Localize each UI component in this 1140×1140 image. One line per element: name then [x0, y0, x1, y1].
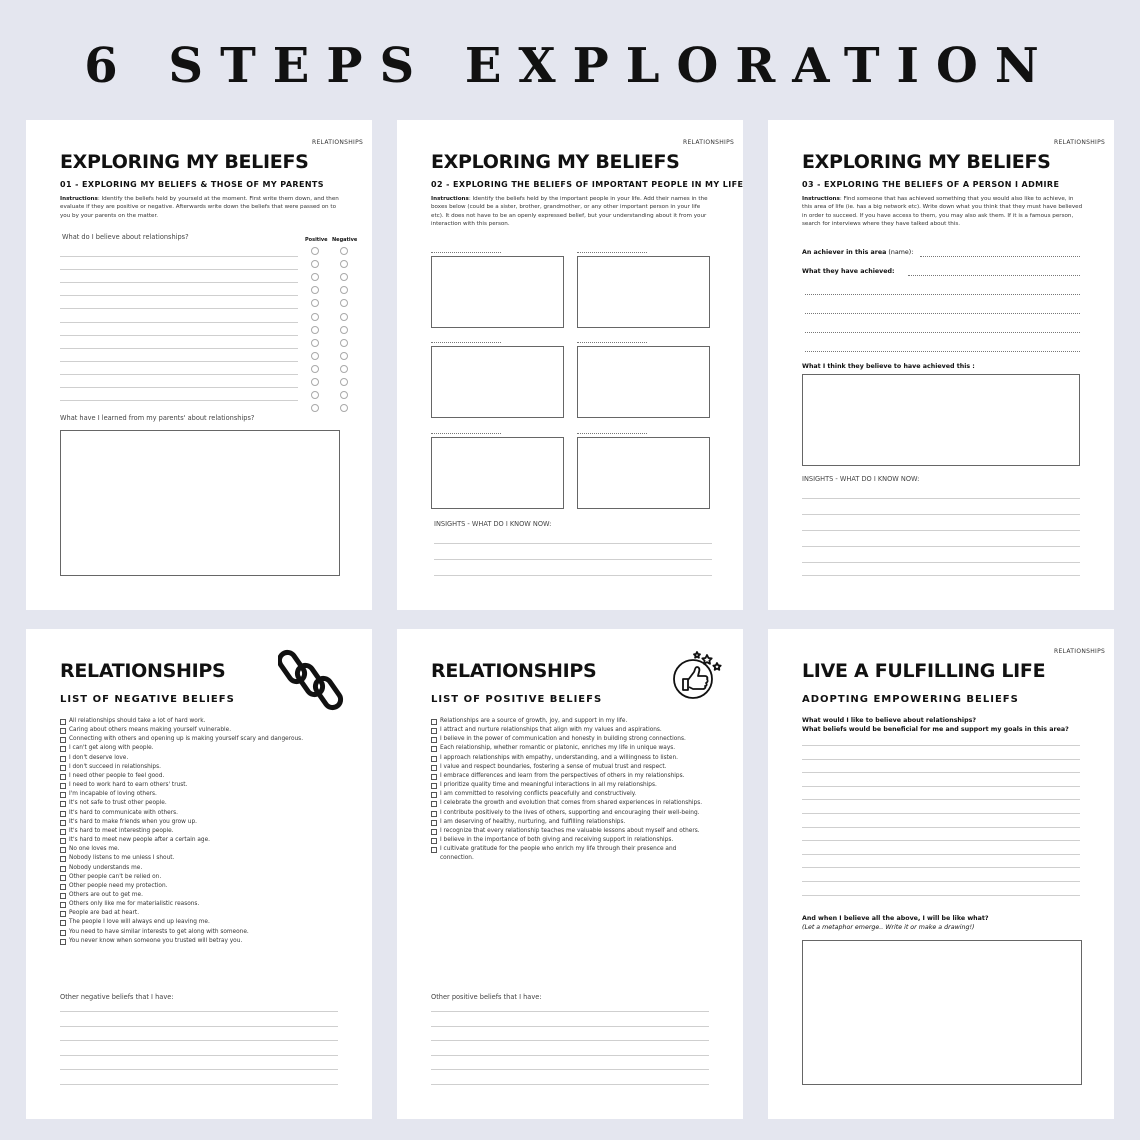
insight-line[interactable] — [434, 559, 712, 560]
positive-belief-item[interactable]: I believe in the power of communication and honesty in building strong connections. — [431, 735, 711, 744]
write-line[interactable] — [802, 854, 1080, 855]
positive-radio[interactable] — [311, 247, 319, 255]
negative-radio[interactable] — [340, 352, 348, 360]
achiever-label-text: An achiever in this area — [802, 249, 887, 256]
person-belief-box[interactable] — [577, 437, 710, 509]
write-line[interactable] — [802, 881, 1080, 882]
positive-radio[interactable] — [311, 326, 319, 334]
negative-radio[interactable] — [340, 391, 348, 399]
chain-link-icon — [278, 647, 344, 713]
negative-belief-item[interactable]: Connecting with others and opening up is making yourself scary and dangerous. — [60, 735, 340, 744]
question-parents: What have I learned from my parents' about relationships? — [60, 414, 255, 422]
person-belief-box[interactable] — [431, 346, 564, 418]
person-belief-box[interactable] — [431, 256, 564, 328]
write-line[interactable] — [802, 840, 1080, 841]
achieved-line[interactable] — [805, 313, 1080, 314]
write-line[interactable] — [802, 827, 1080, 828]
negative-column-header: Negative — [332, 237, 358, 243]
instructions-label: Instructions — [60, 196, 98, 202]
achiever-hint: (name): — [886, 249, 914, 256]
negative-belief-item[interactable]: Nobody listens to me unless I shout. — [60, 854, 340, 863]
positive-beliefs-list — [431, 717, 711, 864]
page-heading: RELATIONSHIPS — [431, 660, 597, 682]
write-line[interactable] — [802, 867, 1080, 868]
write-line[interactable] — [802, 759, 1080, 760]
write-line[interactable] — [60, 1011, 338, 1012]
insight-line[interactable] — [802, 546, 1080, 547]
section-tag: RELATIONSHIPS — [312, 139, 364, 146]
page-heading: RELATIONSHIPS — [60, 660, 226, 682]
section-tag: RELATIONSHIPS — [1054, 139, 1106, 146]
negative-belief-item[interactable]: Nobody understands me. — [60, 864, 340, 873]
achieved-label: What they have achieved: — [802, 268, 895, 275]
positive-belief-item[interactable]: I approach relationships with empathy, understanding, and a willingness to listen. — [431, 754, 711, 763]
write-line[interactable] — [431, 1069, 709, 1070]
negative-belief-item[interactable]: People are bad at heart. — [60, 909, 340, 918]
positive-radio[interactable] — [311, 391, 319, 399]
negative-belief-item[interactable]: I don't deserve love. — [60, 754, 340, 763]
negative-belief-item[interactable]: Others only like me for materialistic reasons. — [60, 900, 340, 909]
worksheet-page-2 — [397, 120, 743, 610]
instructions-text: : Identify the beliefs held by yourseld at the moment. First write them down, and then evaluate if they are positive or negative. Afterwards write down the beliefs that were passed on to you by your parents on the matter. — [60, 196, 339, 219]
negative-radio[interactable] — [340, 299, 348, 307]
positive-belief-item[interactable]: I am committed to resolving conflicts peacefully and constructively. — [431, 790, 711, 799]
positive-belief-item[interactable]: I embrace differences and learn from the perspectives of others in my relationships. — [431, 772, 711, 781]
write-line[interactable] — [431, 1026, 709, 1027]
other-beliefs-label: Other positive beliefs that I have: — [431, 993, 542, 1001]
instructions — [431, 195, 713, 229]
section-tag: RELATIONSHIPS — [683, 139, 735, 146]
insight-line[interactable] — [434, 575, 712, 576]
negative-belief-item[interactable]: No one loves me. — [60, 845, 340, 854]
worksheet-page-6 — [768, 629, 1114, 1119]
page-subheading: 02 - EXPLORING THE BELIEFS OF IMPORTANT PEOPLE IN MY LIFE — [431, 180, 743, 189]
write-line[interactable] — [802, 772, 1080, 773]
negative-radio[interactable] — [340, 273, 348, 281]
negative-belief-item[interactable]: Other people need my protection. — [60, 882, 340, 891]
write-line[interactable] — [802, 745, 1080, 746]
person-belief-box[interactable] — [577, 346, 710, 418]
write-line[interactable] — [60, 1026, 338, 1027]
worksheet-page-5 — [397, 629, 743, 1119]
insight-line[interactable] — [802, 514, 1080, 515]
achiever-name-line[interactable] — [920, 256, 1080, 257]
insights-label: INSIGHTS - WHAT DO I KNOW NOW: — [802, 475, 920, 483]
negative-belief-item[interactable]: It's hard to communicate with others. — [60, 809, 340, 818]
write-line[interactable] — [60, 1084, 338, 1085]
negative-belief-item[interactable]: I need other people to feel good. — [60, 772, 340, 781]
positive-radio[interactable] — [311, 365, 319, 373]
instructions — [802, 195, 1084, 229]
page-subheading: ADOPTING EMPOWERING BELIEFS — [802, 694, 1019, 705]
positive-radio[interactable] — [311, 404, 319, 412]
negative-radio[interactable] — [340, 378, 348, 386]
write-line[interactable] — [802, 799, 1080, 800]
other-beliefs-label: Other negative beliefs that I have: — [60, 993, 174, 1001]
achieved-line[interactable] — [908, 275, 1080, 276]
negative-belief-item[interactable]: All relationships should take a lot of hard work. — [60, 717, 340, 726]
positive-radio[interactable] — [311, 378, 319, 386]
positive-belief-item[interactable]: I celebrate the growth and evolution that comes from shared experiences in relationships. — [431, 799, 711, 808]
belief-write-line[interactable] — [60, 256, 298, 257]
positive-belief-item[interactable]: I value and respect boundaries, fostering a sense of mutual trust and respect. — [431, 763, 711, 772]
belief-write-line[interactable] — [60, 348, 298, 349]
thumbs-up-stars-icon — [669, 649, 725, 705]
positive-radio[interactable] — [311, 273, 319, 281]
instructions — [60, 195, 342, 220]
write-line[interactable] — [802, 895, 1080, 896]
negative-radio[interactable] — [340, 260, 348, 268]
believe-label: What I think they believe to have achieved this : — [802, 363, 975, 370]
negative-radio[interactable] — [340, 326, 348, 334]
negative-radio[interactable] — [340, 404, 348, 412]
instructions-label: Instructions — [431, 196, 469, 202]
positive-belief-item[interactable]: I cultivate gratitude for the people who enrich my life through their presence and connection. — [431, 845, 711, 863]
insight-line[interactable] — [802, 530, 1080, 531]
insight-line[interactable] — [802, 562, 1080, 563]
instructions-label: Instructions — [802, 196, 840, 202]
positive-belief-item[interactable]: I believe in the importance of both giving and receiving support in relationships. — [431, 836, 711, 845]
write-line[interactable] — [802, 813, 1080, 814]
question-beliefs: What do I believe about relationships? — [62, 233, 189, 241]
positive-column-header: Positive — [305, 237, 328, 243]
negative-radio[interactable] — [340, 247, 348, 255]
positive-belief-item[interactable]: I recognize that every relationship teaches me valuable lessons about myself and others. — [431, 827, 711, 836]
write-line[interactable] — [802, 786, 1080, 787]
person-belief-box[interactable] — [431, 437, 564, 509]
belief-write-line[interactable] — [60, 322, 298, 323]
belief-write-line[interactable] — [60, 269, 298, 270]
negative-belief-item[interactable]: I need to work hard to earn others' trust. — [60, 781, 340, 790]
parents-answer-box[interactable] — [60, 430, 340, 576]
negative-belief-item[interactable]: I'm incapable of loving others. — [60, 790, 340, 799]
page-heading: EXPLORING MY BELIEFS — [60, 151, 309, 173]
worksheet-page-1 — [26, 120, 372, 610]
belief-write-line[interactable] — [60, 361, 298, 362]
positive-belief-item[interactable]: Relationships are a source of growth, joy, and support in my life. — [431, 717, 711, 726]
person-name-line[interactable] — [431, 433, 501, 434]
positive-belief-item[interactable]: Each relationship, whether romantic or platonic, enriches my life in unique ways. — [431, 744, 711, 753]
negative-belief-item[interactable]: Others are out to get me. — [60, 891, 340, 900]
instructions-text: : Identify the beliefs held by the important people in your life. Add their names in the boxes below (could be a sister, brother, grandmother, or any other important person in your life etc). It does not have to be an openly expressed belief, but your understanding about it from your interaction with this person. — [431, 196, 708, 228]
worksheet-page-3 — [768, 120, 1114, 610]
insight-line[interactable] — [802, 498, 1080, 499]
person-name-line[interactable] — [431, 252, 501, 253]
section-tag: RELATIONSHIPS — [1054, 648, 1106, 655]
positive-radio[interactable] — [311, 352, 319, 360]
page-heading: EXPLORING MY BELIEFS — [802, 151, 1051, 173]
negative-belief-item[interactable]: Other people can't be relied on. — [60, 873, 340, 882]
write-line[interactable] — [431, 1084, 709, 1085]
write-line[interactable] — [60, 1040, 338, 1041]
positive-belief-item[interactable]: I prioritize quality time and meaningful interactions in all my relationships. — [431, 781, 711, 790]
negative-radio[interactable] — [340, 286, 348, 294]
positive-radio[interactable] — [311, 299, 319, 307]
write-line[interactable] — [431, 1055, 709, 1056]
positive-belief-item[interactable]: I attract and nurture relationships that align with my values and aspirations. — [431, 726, 711, 735]
belief-write-line[interactable] — [60, 400, 298, 401]
write-line[interactable] — [431, 1040, 709, 1041]
belief-write-line[interactable] — [60, 335, 298, 336]
question-metaphor: And when I believe all the above, I will be like what? — [802, 915, 989, 922]
page-subheading: LIST OF POSITIVE BELIEFS — [431, 694, 603, 705]
positive-radio[interactable] — [311, 260, 319, 268]
write-line[interactable] — [431, 1011, 709, 1012]
belief-write-line[interactable] — [60, 374, 298, 375]
write-line[interactable] — [60, 1069, 338, 1070]
negative-belief-item[interactable]: I don't succeed in relationships. — [60, 763, 340, 772]
write-line[interactable] — [60, 1055, 338, 1056]
achiever-label — [802, 249, 913, 256]
belief-write-line[interactable] — [60, 295, 298, 296]
person-belief-box[interactable] — [577, 256, 710, 328]
positive-radio[interactable] — [311, 339, 319, 347]
belief-write-line[interactable] — [60, 308, 298, 309]
achieved-line[interactable] — [805, 351, 1080, 352]
instructions-text: : Find someone that has achieved something that you would also like to achieve, in this area of life (ie. has a big network etc). Write down what you think that they must have believed in order to succeed. If you have access to them, you may also ask them. If it is a famous person, search for interviews where they have talked about this. — [802, 196, 1083, 228]
main-title: 6 STEPS EXPLORATION — [84, 38, 1056, 94]
negative-belief-item[interactable]: You need to have similar interests to get along with someone. — [60, 928, 340, 937]
negative-belief-item[interactable]: It's hard to meet new people after a certain age. — [60, 836, 340, 845]
person-name-line[interactable] — [577, 252, 647, 253]
positive-radio[interactable] — [311, 286, 319, 294]
page-subheading: LIST OF NEGATIVE BELIEFS — [60, 694, 235, 705]
question-beneficial-beliefs: What beliefs would be beneficial for me and support my goals in this area? — [802, 726, 1069, 733]
belief-write-line[interactable] — [60, 282, 298, 283]
belief-write-line[interactable] — [60, 387, 298, 388]
positive-radio[interactable] — [311, 313, 319, 321]
insight-line[interactable] — [434, 543, 712, 544]
negative-belief-item[interactable]: It's hard to meet interesting people. — [60, 827, 340, 836]
insights-label: INSIGHTS - WHAT DO I KNOW NOW: — [434, 520, 552, 528]
page-heading: LIVE A FULFILLING LIFE — [802, 660, 1046, 682]
metaphor-drawing-box[interactable] — [802, 940, 1082, 1085]
negative-belief-item[interactable]: It's hard to make friends when you grow up. — [60, 818, 340, 827]
page-subheading: 03 - EXPLORING THE BELIEFS OF A PERSON I ADMIRE — [802, 180, 1060, 189]
negative-belief-item[interactable]: Caring about others means making yourself vulnerable. — [60, 726, 340, 735]
negative-belief-item[interactable]: It's not safe to trust other people. — [60, 799, 340, 808]
negative-belief-item[interactable]: You never know when someone you trusted will betray you. — [60, 937, 340, 946]
negative-belief-item[interactable]: I can't get along with people. — [60, 744, 340, 753]
negative-belief-item[interactable]: The people I love will always end up leaving me. — [60, 918, 340, 927]
achieved-line[interactable] — [805, 294, 1080, 295]
person-name-line[interactable] — [431, 342, 501, 343]
positive-belief-item[interactable]: I am deserving of healthy, nurturing, and fulfilling relationships. — [431, 818, 711, 827]
believe-answer-box[interactable] — [802, 374, 1080, 466]
person-name-line[interactable] — [577, 342, 647, 343]
page-heading: EXPLORING MY BELIEFS — [431, 151, 680, 173]
negative-beliefs-list — [60, 717, 340, 946]
negative-radio[interactable] — [340, 339, 348, 347]
page-subheading: 01 - EXPLORING MY BELIEFS & THOSE OF MY PARENTS — [60, 180, 324, 189]
question-like-to-believe: What would I like to believe about relationships? — [802, 717, 976, 724]
achieved-line[interactable] — [805, 332, 1080, 333]
negative-radio[interactable] — [340, 365, 348, 373]
negative-radio[interactable] — [340, 313, 348, 321]
person-name-line[interactable] — [577, 433, 647, 434]
metaphor-hint: (Let a metaphor emerge.. Write it or make a drawing!) — [802, 924, 975, 931]
insight-line[interactable] — [802, 575, 1080, 576]
positive-belief-item[interactable]: I contribute positively to the lives of others, supporting and encouraging their well-being. — [431, 809, 711, 818]
worksheet-page-4 — [26, 629, 372, 1119]
